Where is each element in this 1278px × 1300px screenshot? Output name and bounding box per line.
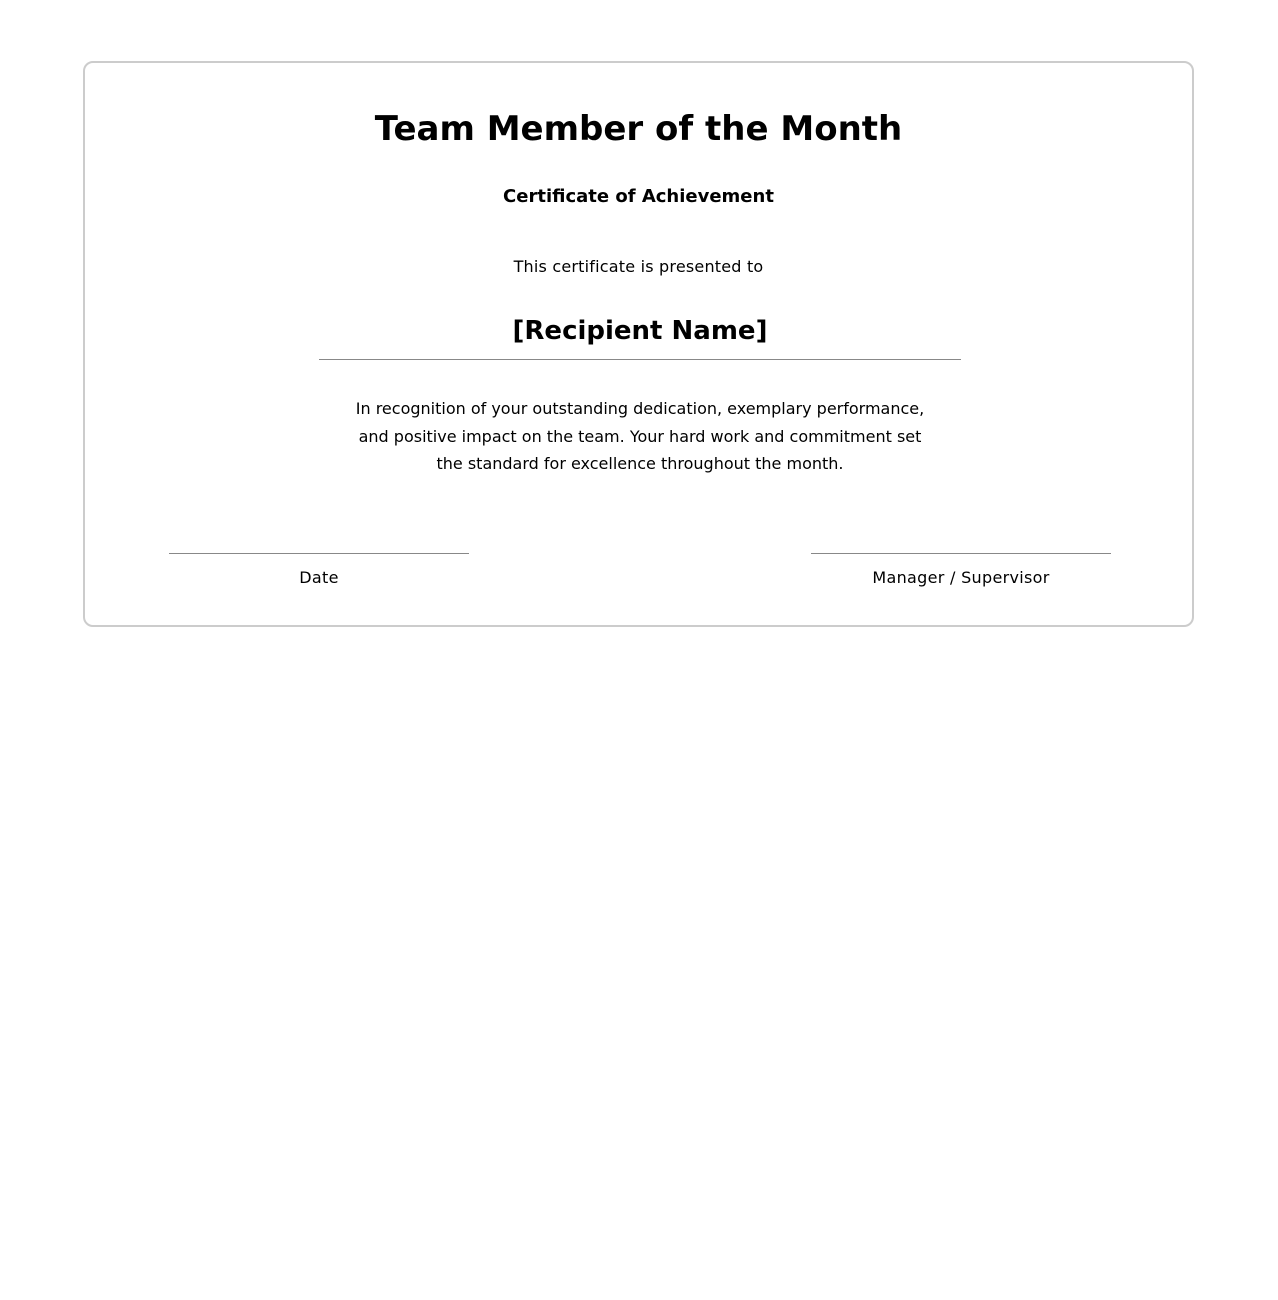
certificate-title: Team Member of the Month xyxy=(374,109,903,149)
date-signature-line[interactable] xyxy=(169,553,469,554)
certificate-card xyxy=(83,61,1194,627)
manager-signature-block xyxy=(811,553,1111,588)
recipient-name-field[interactable]: [Recipient Name] xyxy=(319,311,961,360)
date-label: Date xyxy=(299,568,339,587)
presented-to-text: This certificate is presented to xyxy=(513,257,764,276)
recognition-message: In recognition of your outstanding dedication, exemplary performance, and positive impact on the team. Your hard work and commitment set the standard for excellence throughout the month. xyxy=(355,399,925,473)
certificate-subtitle: Certificate of Achievement xyxy=(503,186,774,207)
date-signature-block xyxy=(169,553,469,588)
manager-label: Manager / Supervisor xyxy=(872,568,1050,587)
manager-signature-line[interactable] xyxy=(811,553,1111,554)
